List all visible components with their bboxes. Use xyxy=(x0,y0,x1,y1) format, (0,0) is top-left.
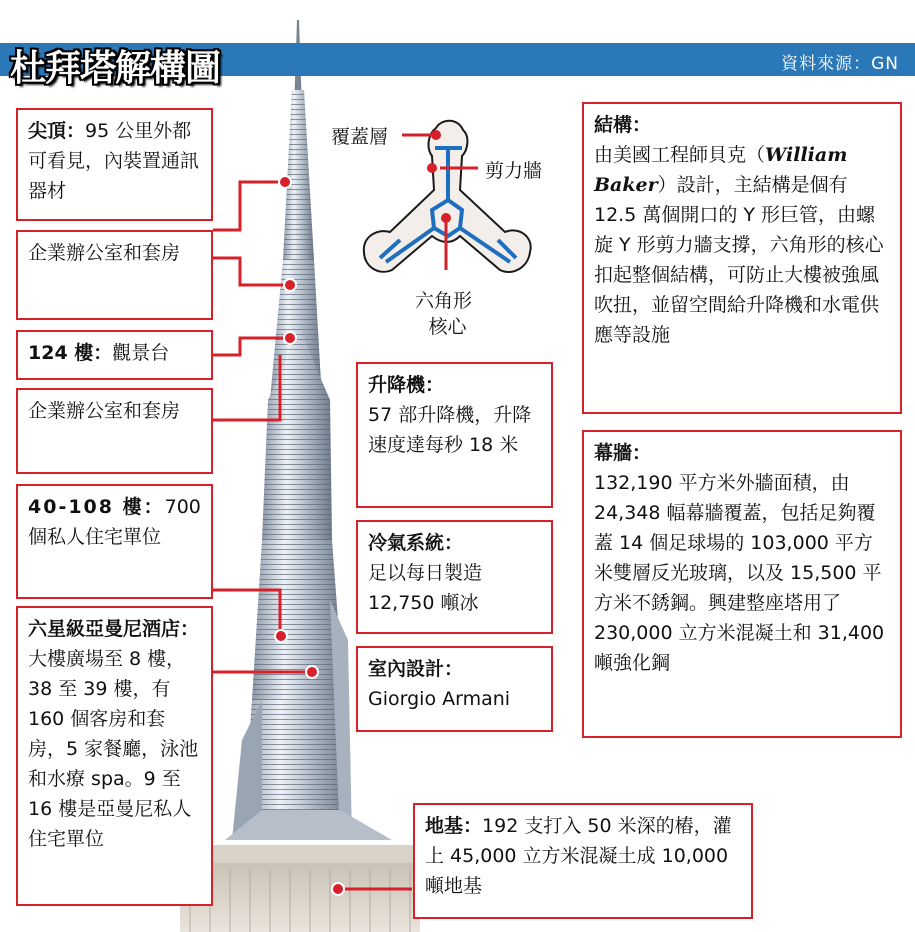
cooling-system-box xyxy=(356,520,553,634)
cover-layer-label: 覆蓋層 xyxy=(331,126,389,148)
structure-text-b: ）設計，主結構是個有 12.5 萬個開口的 Y 形巨管，由螺旋 Y 形剪力牆支撐，六角形的核心扣起整個結構，可防止大樓被強風吹扭，並留空間給升降機和水電供應等設施 xyxy=(594,174,884,346)
cooling-text: 足以每日製造 12,750 噸冰 xyxy=(368,562,483,614)
marker-foundation xyxy=(332,883,344,895)
curtain-lead: 幕牆： xyxy=(594,442,652,464)
interior-text: Giorgio Armani xyxy=(368,688,511,710)
hex-core-label-line2: 核心 xyxy=(428,316,467,338)
office-box-upper xyxy=(16,230,213,320)
interior-design-box xyxy=(356,646,553,732)
title-banner xyxy=(0,38,262,94)
residential-lead: 40-108 樓： xyxy=(28,496,165,518)
spire-lead: 尖頂： xyxy=(28,120,86,142)
marker-residential xyxy=(275,630,287,642)
source-credit: 資料來源：GN xyxy=(781,54,899,74)
structure-box xyxy=(582,102,902,414)
spire-info-box xyxy=(16,108,213,221)
page-title: 杜拜塔解構圖 xyxy=(10,47,221,89)
leader-spire xyxy=(213,182,285,230)
structure-text-a: 由美國工程師貝克（ xyxy=(594,144,766,166)
curtain-text: 132,190 平方米外牆面積，由 24,348 幅幕牆覆蓋，包括足夠覆蓋 14 個足球場的 103,000 平方米雙層反光玻璃，以及 15,500 平方米不銹鋼。興建整座塔用了 230,000 立方米混凝土和 31,400 噸強化鋼 xyxy=(594,472,885,674)
interior-lead: 室內設計： xyxy=(368,658,464,680)
elevator-text: 57 部升降機，升降速度達每秒 18 米 xyxy=(368,404,532,456)
office-lower-text: 企業辦公室和套房 xyxy=(28,400,181,422)
residential-box xyxy=(16,484,213,599)
observation-lead: 124 樓： xyxy=(28,342,113,364)
y-plan-diagram xyxy=(364,121,531,272)
leader-office1 xyxy=(213,258,290,285)
hotel-text: 大樓廣場至 8 樓，38 至 39 樓，有 160 個客房和套房，5 家餐廳，泳池和水療 spa。9 至 16 樓是亞曼尼私人住宅單位 xyxy=(28,648,199,850)
hotel-lead: 六星級亞曼尼酒店： xyxy=(28,618,200,640)
residential-text: 700 個私人住宅單位 xyxy=(28,496,201,548)
foundation-box xyxy=(413,803,753,919)
cooling-lead: 冷氣系統： xyxy=(368,532,464,554)
curtain-wall-box xyxy=(582,430,902,738)
observation-deck-box xyxy=(16,330,213,380)
marker-office1 xyxy=(284,279,296,291)
marker-hotel xyxy=(306,666,318,678)
armani-hotel-box xyxy=(16,606,213,906)
marker-spire xyxy=(279,176,291,188)
foundation-lead: 地基： xyxy=(425,815,483,837)
office-box-lower xyxy=(16,388,213,474)
elevator-lead: 升降機： xyxy=(368,374,445,396)
foundation-text: 192 支打入 50 米深的樁，灌上 45,000 立方米混凝土成 10,000 噸地基 xyxy=(425,815,732,897)
shear-wall-label: 剪力牆 xyxy=(485,160,543,182)
office-upper-text: 企業辦公室和套房 xyxy=(28,242,181,264)
marker-observation xyxy=(284,332,296,344)
spire-text: 95 公里外都可看見，內裝置通訊器材 xyxy=(28,120,200,202)
structure-lead: 結構： xyxy=(594,114,652,136)
hex-core-label xyxy=(415,288,472,340)
observation-text: 觀景台 xyxy=(112,342,170,364)
structure-engineer-name: William Baker xyxy=(594,144,848,196)
elevator-box xyxy=(356,362,553,508)
hex-core-label-line1: 六角形 xyxy=(415,290,473,312)
